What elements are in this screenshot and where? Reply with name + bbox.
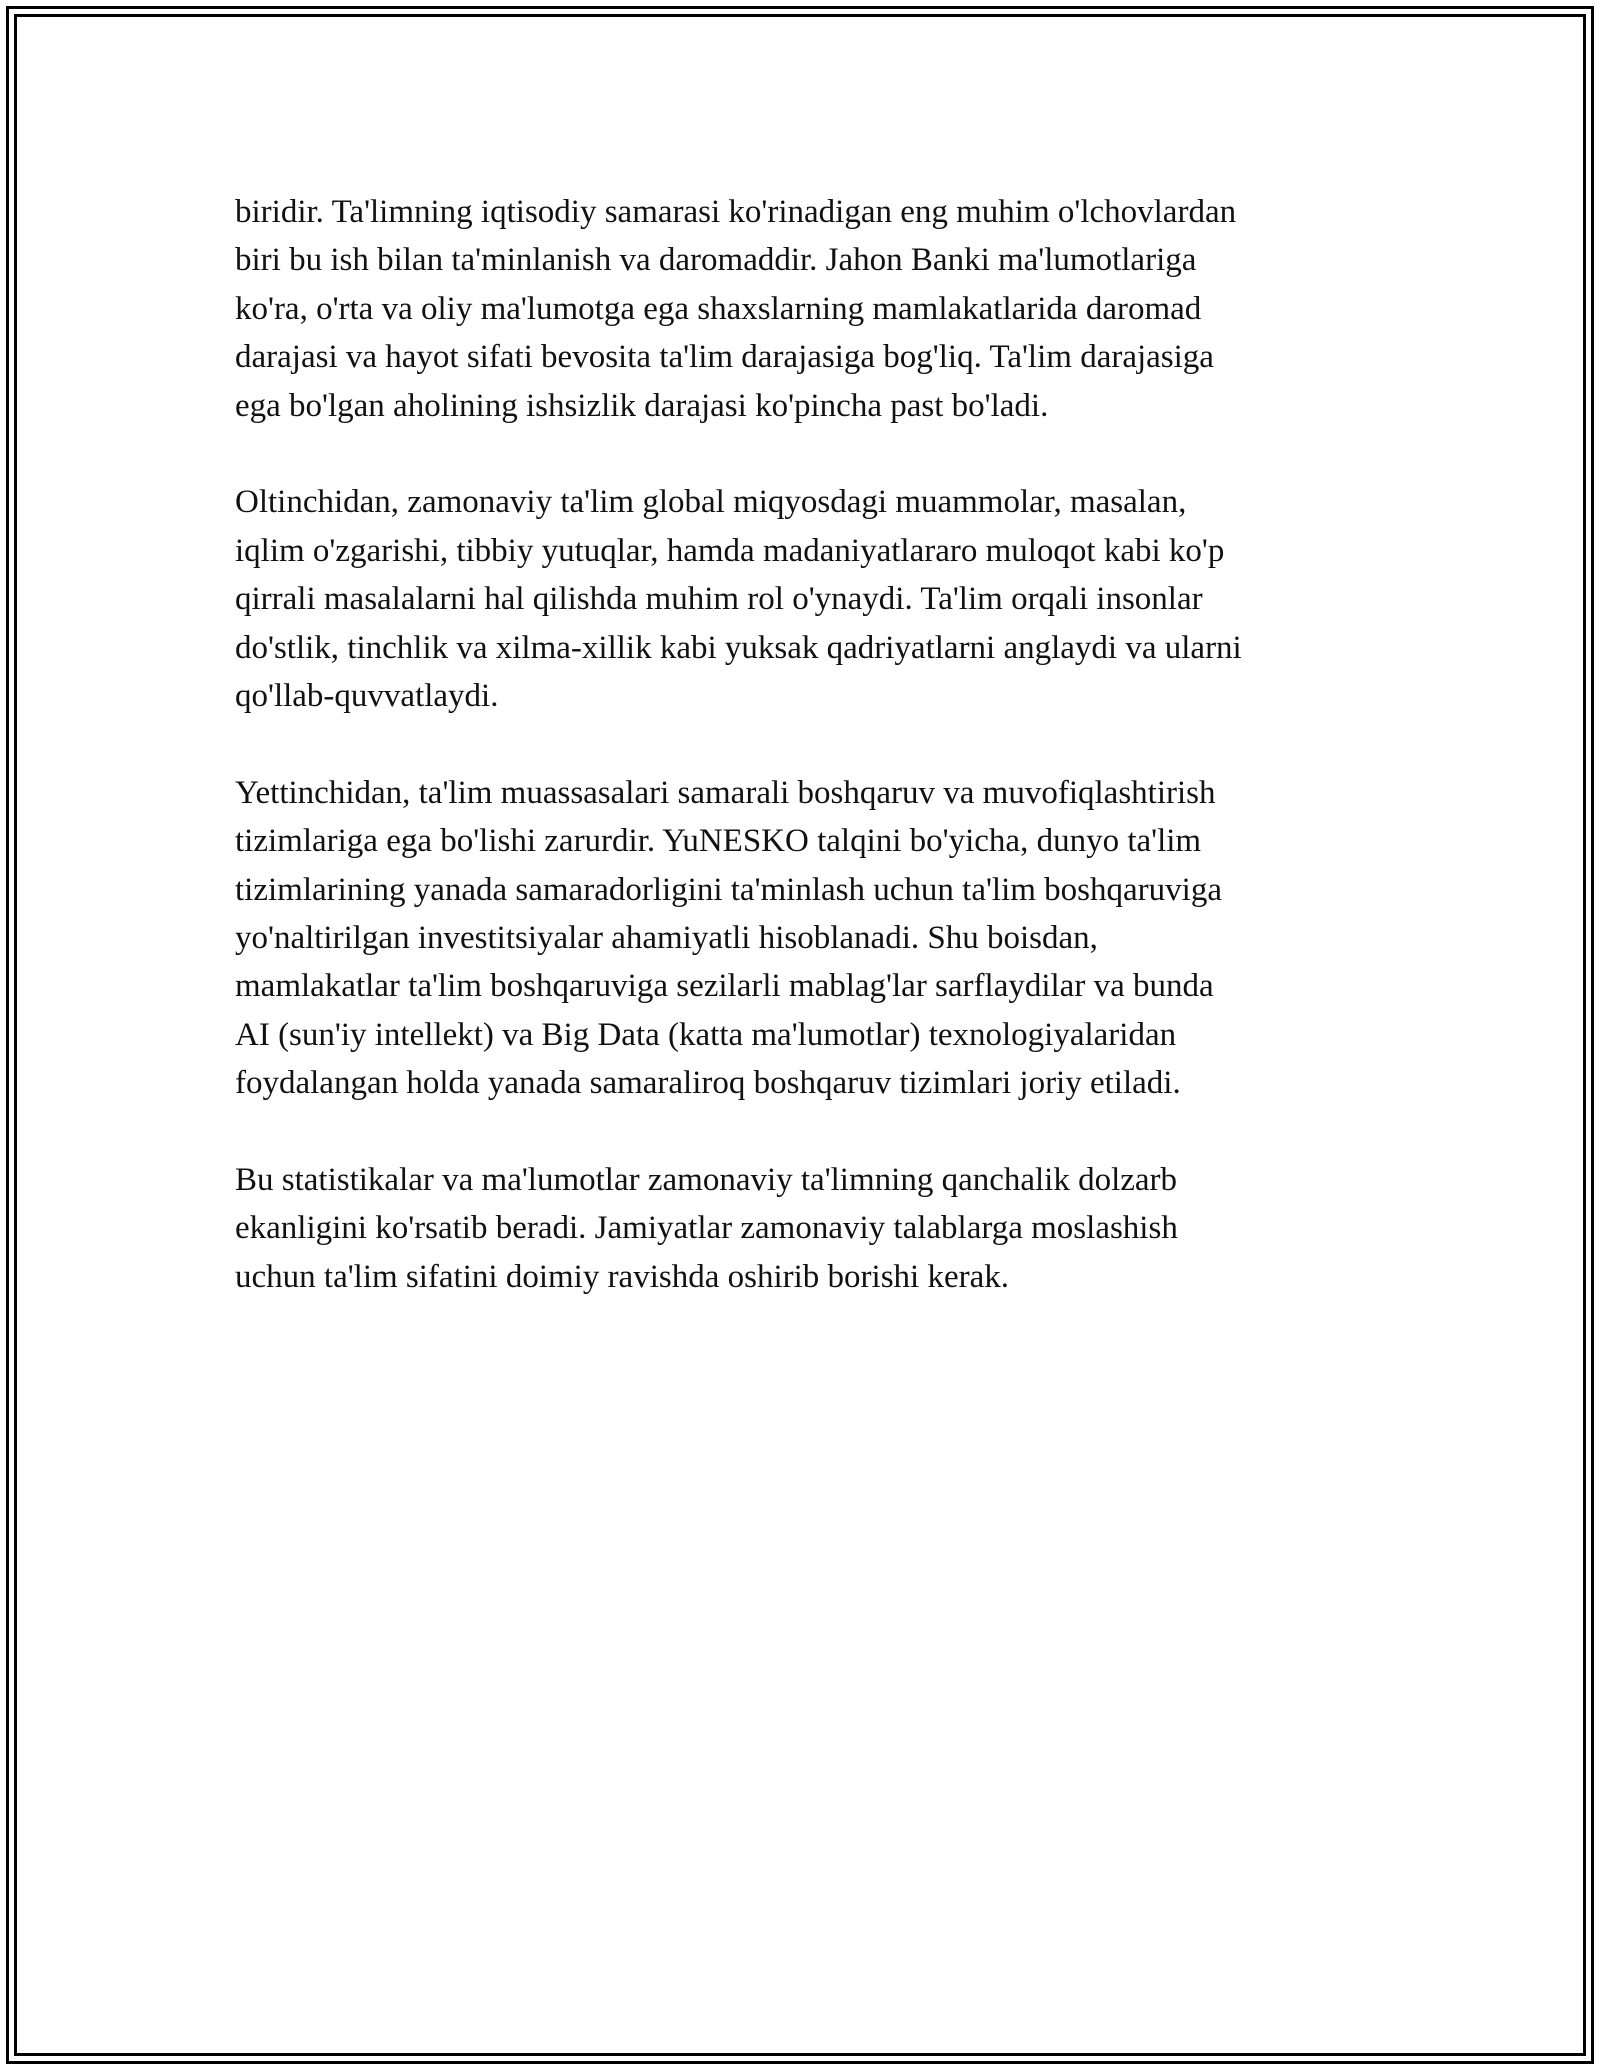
text-line: iqlim o'zgarishi, tibbiy yutuqlar, hamda madaniyatlararo muloqot kabi ko'p [235, 532, 1225, 569]
text-line: biridir. Ta'limning iqtisodiy samarasi ko'rinadigan eng muhim o'lchovlardan [235, 194, 1237, 230]
text-line: ko'ra, o'rta va oliy ma'lumotga ega shaxslarning mamlakatlarida daromad [235, 290, 1202, 327]
text-line: yo'naltirilgan investitsiyalar ahamiyatli hisoblanadi. Shu boisdan, [235, 920, 1098, 957]
text-line: qirrali masalalarni hal qilishda muhim rol o'ynaydi. Ta'lim orqali insonlar [235, 581, 1203, 618]
text-line: qo'llab-quvvatlaydi. [235, 678, 499, 715]
text-line: ekanligini ko'rsatib beradi. Jamiyatlar zamonaviy talablarga moslashish [235, 1210, 1178, 1247]
text-line: tizimlarining yanada samaradorligini ta'minlash uchun ta'lim boshqaruviga [235, 871, 1222, 908]
paragraph-2 [235, 478, 1365, 720]
text-line: mamlakatlar ta'lim boshqaruviga sezilarli mablag'lar sarflaydilar va bunda [235, 968, 1214, 1005]
text-line: tizimlariga ega bo'lishi zarurdir. YuNESKO talqini bo'yicha, dunyo ta'lim [235, 823, 1202, 860]
text-line: Oltinchidan, zamonaviy ta'lim global miqyosdagi muammolar, masalan, [235, 484, 1187, 521]
paragraph-3 [235, 769, 1365, 1108]
text-line: Bu statistikalar va ma'lumotlar zamonaviy ta'limning qanchalik dolzarb [235, 1162, 1178, 1199]
paragraph-4 [235, 1156, 1365, 1301]
text-line: foydalangan holda yanada samaraliroq boshqaruv tizimlari joriy etiladi. [235, 1065, 1181, 1102]
text-line: do'stlik, tinchlik va xilma-xillik kabi yuksak qadriyatlarni anglaydi va ularni [235, 629, 1242, 666]
document-body [235, 188, 1365, 1350]
text-line: Yettinchidan, ta'lim muassasalari samarali boshqaruv va muvofiqlashtirish [235, 774, 1216, 811]
text-line: uchun ta'lim sifatini doimiy ravishda oshirib borishi kerak. [235, 1258, 1009, 1295]
text-line: biri bu ish bilan ta'minlanish va daromaddir. Jahon Banki ma'lumotlariga [235, 242, 1197, 279]
text-line: ega bo'lgan aholining ishsizlik darajasi ko'pincha past bo'ladi. [235, 387, 1049, 424]
paragraph-1 [235, 188, 1365, 430]
text-line: AI (sun'iy intellekt) va Big Data (katta ma'lumotlar) texnologiyalaridan [235, 1016, 1177, 1053]
text-line: darajasi va hayot sifati bevosita ta'lim darajasiga bog'liq. Ta'lim darajasiga [235, 339, 1214, 376]
